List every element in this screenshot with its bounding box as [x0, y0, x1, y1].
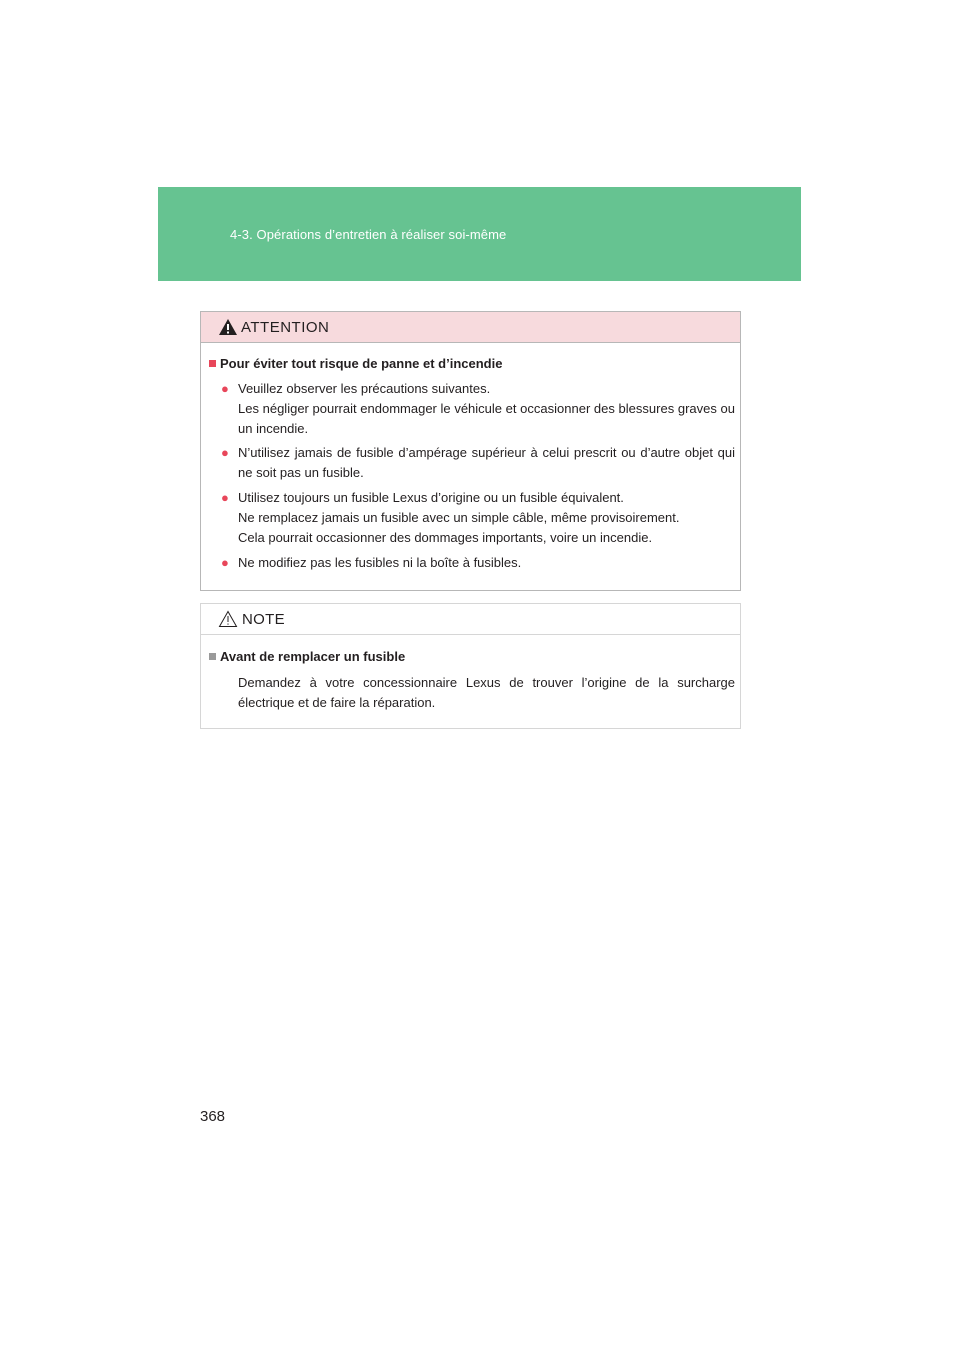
page-number: 368: [200, 1108, 226, 1125]
list-item: [221, 379, 735, 439]
bullet-icon: ●: [221, 490, 229, 505]
note-header: [201, 604, 740, 635]
note-box: [200, 603, 741, 729]
item-line: Les négliger pourrait endommager le véhicule et occasionner des blessures graves ou un incendie.: [238, 401, 735, 436]
bullet-icon: ●: [221, 381, 229, 396]
attention-heading: [209, 356, 502, 371]
list-item: [221, 553, 735, 573]
attention-heading-text: Pour éviter tout risque de panne et d’incendie: [220, 356, 503, 371]
attention-box: [200, 311, 741, 591]
note-heading-text: Avant de remplacer un fusible: [220, 649, 406, 664]
item-line: Cela pourrait occasionner des dommages importants, voire un incendie.: [238, 530, 653, 545]
item-line: Utilisez toujours un fusible Lexus d’origine ou un fusible équivalent.: [238, 490, 624, 505]
bullet-icon: ●: [221, 555, 229, 570]
bullet-icon: ●: [221, 445, 229, 460]
note-text: Demandez à votre concessionnaire Lexus de trouver l’origine de la surcharge électrique et de faire la réparation.: [238, 675, 735, 710]
note-heading: [209, 649, 405, 664]
note-title: NOTE: [242, 611, 285, 628]
attention-title: ATTENTION: [241, 319, 330, 336]
warning-icon: [218, 318, 238, 341]
square-bullet-icon: [209, 360, 216, 367]
item-line: N’utilisez jamais de fusible d’ampérage supérieur à celui prescrit ou d’autre objet qui ne soit pas un fusible.: [238, 445, 735, 480]
list-item: [221, 443, 735, 483]
square-bullet-icon: [209, 653, 216, 660]
header-band: [158, 187, 801, 281]
item-line: Veuillez observer les précautions suivantes.: [238, 381, 491, 396]
item-line: Ne remplacez jamais un fusible avec un simple câble, même provisoirement.: [238, 510, 680, 525]
item-line: Ne modifiez pas les fusibles ni la boîte à fusibles.: [238, 555, 522, 570]
section-title: 4-3. Opérations d’entretien à réaliser soi-même: [230, 227, 507, 242]
attention-header: [201, 312, 740, 343]
list-item: [221, 488, 735, 548]
warning-outline-icon: [218, 610, 238, 633]
